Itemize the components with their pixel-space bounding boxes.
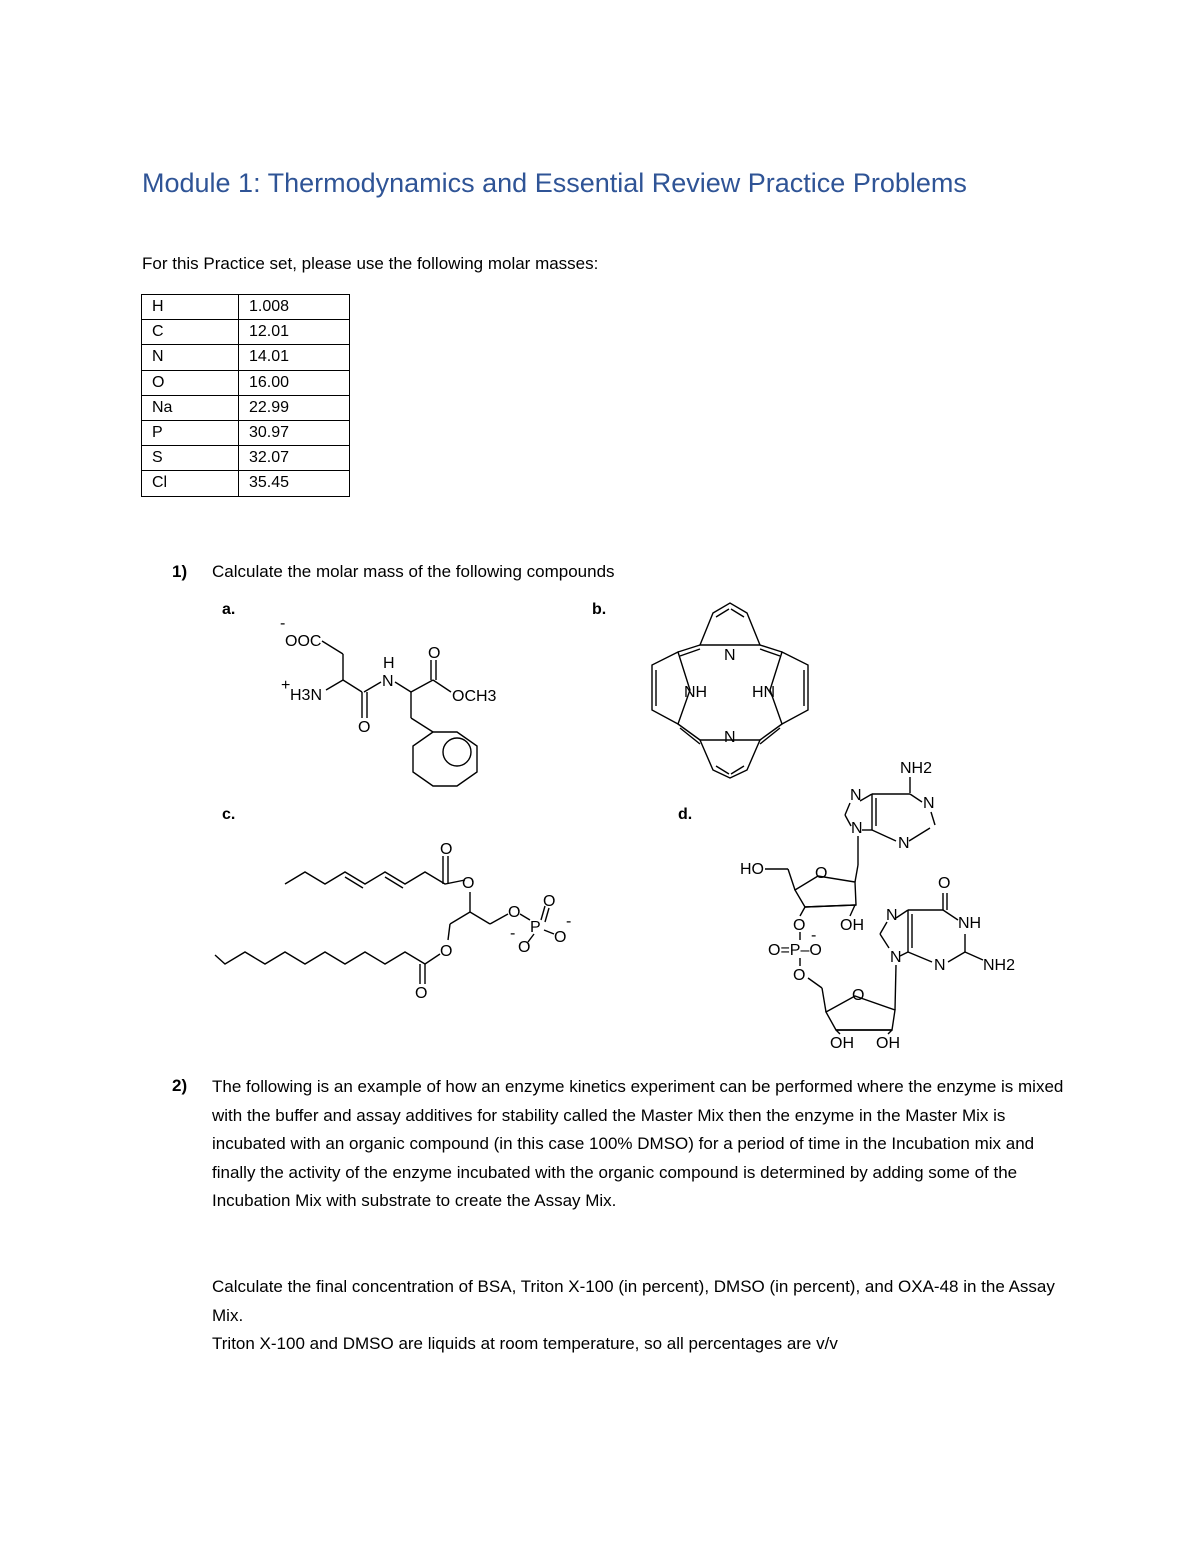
atom-label: OH — [840, 917, 864, 934]
label-b: b. — [592, 601, 607, 618]
atom-label: - — [811, 927, 817, 944]
atom-label: OH — [830, 1035, 854, 1052]
atom-label: O — [543, 893, 556, 910]
molar-mass-value: 12.01 — [239, 320, 350, 345]
atom-label: NH — [958, 915, 982, 932]
element-symbol: O — [142, 370, 239, 395]
question-2-paragraph-3: Triton X-100 and DMSO are liquids at room temperature, so all percentages are v/v — [212, 1334, 838, 1353]
question-1-text: Calculate the molar mass of the following compounds — [212, 562, 615, 581]
atom-label: N — [886, 907, 898, 924]
atom-label: O — [815, 865, 828, 882]
question-2-paragraph-2: Calculate the final concentration of BSA, Triton X-100 (in percent), DMSO (in percent), and OXA-48 in the Assay Mix. — [212, 1277, 1055, 1325]
atom-label: N — [898, 835, 910, 852]
element-symbol: C — [142, 320, 239, 345]
molar-mass-value: 32.07 — [239, 446, 350, 471]
atom-label: NH2 — [983, 957, 1016, 974]
atom-label: N — [724, 647, 736, 664]
molar-mass-value: 16.00 — [239, 370, 350, 395]
atom-label: - — [510, 925, 516, 942]
atom-label: O — [440, 943, 453, 960]
molar-mass-value: 1.008 — [239, 295, 350, 320]
question-2-number: 2) — [172, 1076, 188, 1095]
atom-label: - — [280, 615, 286, 632]
element-symbol: Na — [142, 395, 239, 420]
atom-label: O=P–O — [768, 942, 822, 959]
element-symbol: P — [142, 420, 239, 445]
atom-label: N — [934, 957, 946, 974]
molar-mass-value: 30.97 — [239, 420, 350, 445]
atom-label: OH — [876, 1035, 900, 1052]
atom-label: N — [382, 673, 394, 690]
atom-label: O — [358, 719, 371, 736]
molar-mass-value: 35.45 — [239, 471, 350, 496]
atom-label: O — [462, 875, 475, 892]
atom-label: O — [428, 645, 441, 662]
element-symbol: H — [142, 295, 239, 320]
question-2-paragraph-1: The following is an example of how an enzyme kinetics experiment can be performed where the enzyme is mixed with the buffer and assay additives for stability called the Master Mix then the enzyme in the Master Mix is incubated with an organic compound (in this case 100% DMSO) for a period of time in the Incubation mix and finally the activity of the enzyme incubated with the organic compound is determined by adding some of the Incubation Mix with substrate to create the Assay Mix. — [212, 1077, 1064, 1211]
atom-label: O — [852, 987, 865, 1004]
atom-label: - — [566, 913, 572, 930]
label-a: a. — [222, 601, 236, 618]
atom-label: O — [518, 939, 531, 956]
atom-label: N — [923, 795, 935, 812]
element-symbol: N — [142, 345, 239, 370]
atom-label: N — [724, 729, 736, 746]
element-symbol: S — [142, 446, 239, 471]
atom-label: N — [851, 820, 863, 837]
atom-label: H — [383, 655, 395, 672]
question-1-number: 1) — [172, 562, 188, 581]
atom-label: O — [793, 967, 806, 984]
atom-label: + — [281, 677, 291, 694]
atom-label: OCH3 — [452, 688, 497, 705]
atom-label: O — [440, 841, 453, 858]
atom-label: OOC — [285, 633, 322, 650]
atom-label: NH — [684, 684, 708, 701]
atom-label: HO — [740, 861, 764, 878]
atom-label: N — [890, 949, 902, 966]
atom-label: O — [508, 904, 521, 921]
atom-label: H3N — [290, 687, 323, 704]
atom-label: O — [415, 985, 428, 1002]
atom-label: N — [850, 787, 862, 804]
atom-label: O — [554, 929, 567, 946]
atom-label: NH2 — [900, 760, 933, 777]
atom-label: O — [938, 875, 951, 892]
molar-mass-value: 22.99 — [239, 395, 350, 420]
label-c: c. — [222, 806, 236, 823]
atom-label: P — [530, 919, 541, 936]
atom-label: O — [793, 917, 806, 934]
page-title: Module 1: Thermodynamics and Essential Review Practice Problems — [142, 168, 967, 198]
label-d: d. — [678, 806, 693, 823]
molar-mass-value: 14.01 — [239, 345, 350, 370]
atom-label: HN — [752, 684, 776, 701]
element-symbol: Cl — [142, 471, 239, 496]
intro-text: For this Practice set, please use the following molar masses: — [142, 254, 599, 273]
